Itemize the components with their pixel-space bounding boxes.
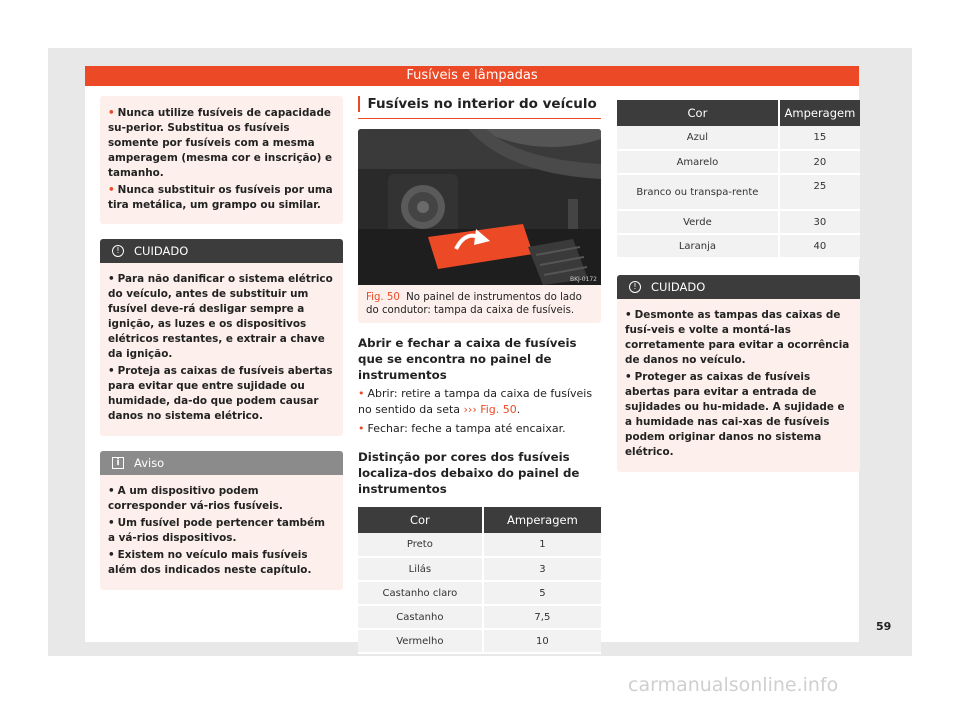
- table-cell: 7,5: [483, 605, 601, 629]
- intro-bullet: [108, 183, 335, 213]
- warning-circle-icon: !: [112, 245, 124, 257]
- figure-label: Fig. 50: [366, 292, 400, 303]
- intro-bullet: [108, 106, 335, 181]
- figure-50: [358, 129, 601, 323]
- page-header-banner: Fusíveis e lâmpadas: [85, 66, 859, 86]
- image-code: BKJ-0172: [569, 276, 597, 283]
- bullet-icon: •: [108, 549, 115, 561]
- caution-bullet: [625, 370, 852, 460]
- caution-title: CUIDADO: [134, 244, 189, 258]
- intro-bullet-text: Nunca utilize fusíveis de capacidade su-perior. Substitua os fusíveis somente por fusíveis com a mesma amperagem (mesma cor e inscrição) e tamanho.: [108, 107, 333, 179]
- table-cell: 5: [483, 581, 601, 605]
- table-header-amperage: Amperagem: [779, 100, 860, 126]
- table-header-color: Cor: [617, 100, 779, 126]
- subheading-open-close: Abrir e fechar a caixa de fusíveis que se encontra no painel de instrumentos: [358, 336, 577, 382]
- open-instruction-end: .: [516, 403, 521, 416]
- caution-body: [100, 263, 343, 436]
- bullet-icon: •: [625, 309, 632, 321]
- table-cell: Branco ou transpa-rente: [617, 174, 779, 210]
- note-bullet: [108, 484, 335, 514]
- column-1: [100, 96, 343, 590]
- note-bullet: [108, 548, 335, 578]
- table-header-amperage: Amperagem: [483, 507, 601, 533]
- figure-reference-link[interactable]: ››› Fig. 50: [463, 403, 517, 416]
- note-header: [100, 451, 343, 475]
- caution-bullet: [108, 364, 335, 424]
- bullet-icon: •: [625, 371, 632, 383]
- fuse-color-table-1: [358, 507, 601, 654]
- table-cell: Lilás: [358, 557, 483, 581]
- table-row: [358, 557, 601, 581]
- caution-bullet: [108, 272, 335, 362]
- bullet-icon: •: [358, 387, 365, 400]
- bullet-icon: •: [108, 107, 115, 119]
- note-bullet-text: Existem no veículo mais fusíveis além dos indicados neste capítulo.: [108, 549, 312, 576]
- caution-body: [617, 299, 860, 472]
- table-cell: Vermelho: [358, 629, 483, 653]
- column-3: [617, 100, 860, 472]
- close-instruction: [358, 421, 601, 437]
- open-instruction: [358, 386, 601, 418]
- table-row: [617, 234, 860, 258]
- caution-bullet-text: Proteger as caixas de fusíveis abertas para evitar a entrada de sujidades ou hu-midade. A sujidade e a humidade nas cai-xas de fusíveis podem originar danos no sistema elétrico.: [625, 371, 845, 458]
- column-2: [358, 96, 601, 654]
- figure-caption-text: No painel de instrumentos do lado do condutor: tampa da caixa de fusíveis.: [366, 292, 582, 316]
- table-cell: 40: [779, 234, 860, 258]
- dashboard-illustration: [358, 129, 601, 285]
- intro-warning-box: [100, 96, 343, 224]
- table-row: [617, 174, 860, 210]
- caution-header: [100, 239, 343, 263]
- caution-box-2: [617, 275, 860, 472]
- table-row: [617, 210, 860, 234]
- table-cell: Castanho: [358, 605, 483, 629]
- bullet-icon: •: [108, 517, 115, 529]
- table-cell: Preto: [358, 533, 483, 557]
- caution-bullet-text: Proteja as caixas de fusíveis abertas para evitar que entre sujidade ou humidade, da-do que podem causar danos no sistema elétrico.: [108, 365, 333, 422]
- section-title: Fusíveis no interior do veículo: [358, 96, 601, 119]
- note-title: Aviso: [134, 456, 165, 470]
- table-cell: 1: [483, 533, 601, 557]
- bullet-icon: •: [108, 184, 115, 196]
- table-row: [358, 629, 601, 653]
- page-number: 59: [876, 620, 892, 633]
- table-row: [617, 150, 860, 174]
- watermark: carmanualsonline.info: [628, 674, 839, 696]
- table-cell: 25: [779, 174, 860, 210]
- table-cell: Verde: [617, 210, 779, 234]
- table-row: [358, 605, 601, 629]
- table-cell: Laranja: [617, 234, 779, 258]
- info-icon: i: [112, 457, 124, 469]
- table-row: [617, 126, 860, 150]
- bullet-icon: •: [108, 485, 115, 497]
- table-row: [358, 581, 601, 605]
- close-instruction-text: Fechar: feche a tampa até encaixar.: [367, 422, 566, 435]
- caution-bullet-text: Desmonte as tampas das caixas de fusí-veis e volte a montá-las corretamente para evitar a ocorrência de danos no veículo.: [625, 309, 850, 366]
- warning-circle-icon: !: [629, 281, 641, 293]
- note-box: [100, 451, 343, 590]
- table-cell: 3: [483, 557, 601, 581]
- table-cell: 10: [483, 629, 601, 653]
- caution-bullet-text: Para não danificar o sistema elétrico do veículo, antes de substituir um fusível deve-rá desligar sempre a ignição, as luzes e os dispositivos elétricos restantes, e extrair a chave da ignição.: [108, 273, 333, 360]
- note-bullet-text: Um fusível pode pertencer também a vá-rios dispositivos.: [108, 517, 325, 544]
- note-bullet: [108, 516, 335, 546]
- table-header-color: Cor: [358, 507, 483, 533]
- note-bullet-text: A um dispositivo podem corresponder vá-rios fusíveis.: [108, 485, 283, 512]
- table-cell: 20: [779, 150, 860, 174]
- table-row: [358, 533, 601, 557]
- table-cell: Azul: [617, 126, 779, 150]
- figure-caption: [358, 285, 601, 317]
- caution-bullet: [625, 308, 852, 368]
- caution-title: CUIDADO: [651, 280, 706, 294]
- bullet-icon: •: [358, 422, 365, 435]
- fuse-color-table-2: [617, 100, 860, 259]
- bullet-icon: •: [108, 365, 115, 377]
- subheading-color-coding: Distinção por cores dos fusíveis localiza-dos debaixo do painel de instrumentos: [358, 450, 580, 496]
- table-cell: Amarelo: [617, 150, 779, 174]
- caution-header: [617, 275, 860, 299]
- note-body: [100, 475, 343, 590]
- caution-box: [100, 239, 343, 436]
- fuse-box-cover-photo: [358, 129, 601, 285]
- intro-bullet-text: Nunca substituir os fusíveis por uma tira metálica, um grampo ou similar.: [108, 184, 333, 211]
- table-cell: Castanho claro: [358, 581, 483, 605]
- bullet-icon: •: [108, 273, 115, 285]
- table-cell: 30: [779, 210, 860, 234]
- open-instruction-text: Abrir: retire a tampa da caixa de fusíveis no sentido da seta: [358, 387, 593, 416]
- table-cell: 15: [779, 126, 860, 150]
